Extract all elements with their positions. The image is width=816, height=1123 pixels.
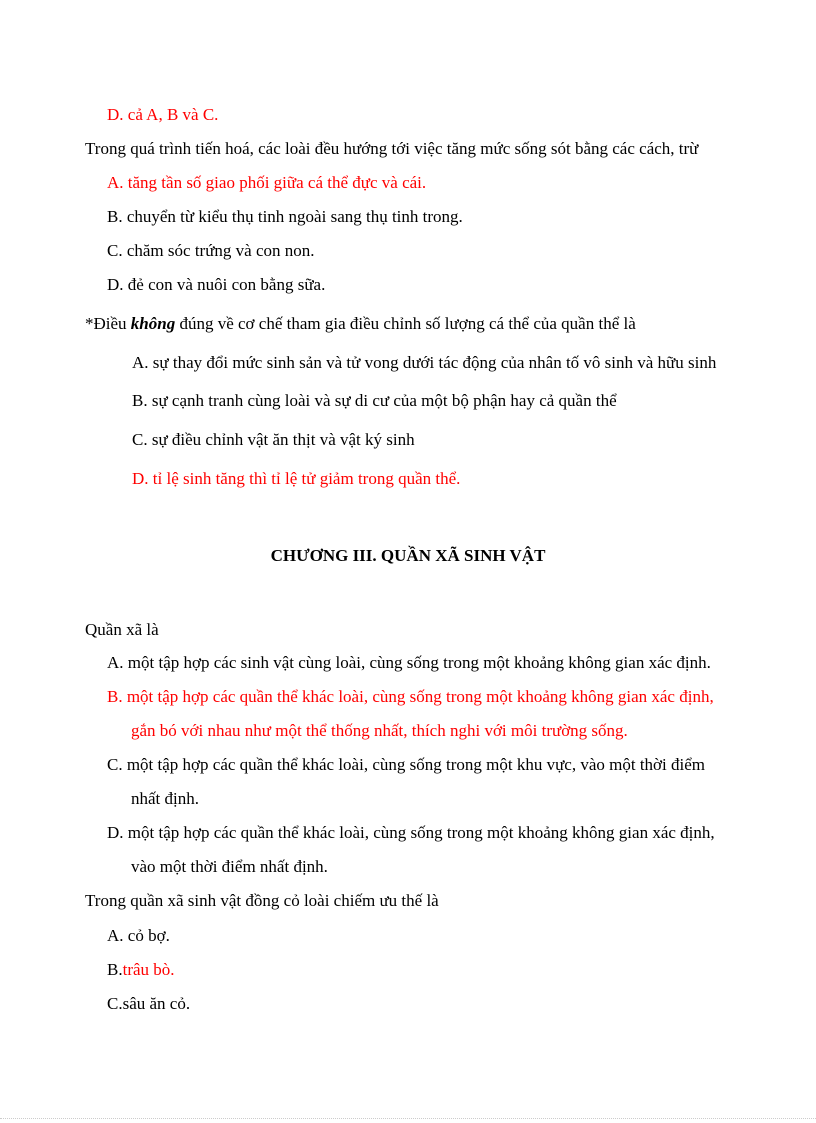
q4-option-a-letter: A. [107, 926, 124, 945]
q2-question-suffix: đúng về cơ chế tham gia điều chỉnh số lượng cá thể của quần thể là [175, 314, 636, 333]
page-bottom-border [0, 1118, 816, 1119]
q4-option-a [107, 925, 170, 947]
q2-question-prefix: *Điều [85, 314, 131, 333]
q1-question: Trong quá trình tiến hoá, các loài đều hướng tới việc tăng mức sống sót bằng các cách, trừ [85, 139, 699, 158]
q3-option-d-cont: vào một thời điểm nhất định. [131, 857, 328, 876]
q3-option-c-cont: nhất định. [131, 789, 199, 808]
chapter-title: CHƯƠNG III. QUẦN XÃ SINH VẬT [270, 546, 546, 565]
q1-option-d: D. đẻ con và nuôi con bằng sữa. [107, 275, 326, 294]
q4-question: Trong quần xã sinh vật đồng cỏ loài chiếm ưu thế là [85, 891, 439, 910]
q2-option-b: B. sự cạnh tranh cùng loài và sự di cư của một bộ phận hay cả quần thể [132, 391, 617, 410]
q1-option-c: C. chăm sóc trứng và con non. [107, 241, 315, 260]
q4-option-c-text: sâu ăn cỏ. [122, 994, 191, 1013]
q4-option-b [107, 959, 175, 981]
q2-question [85, 313, 636, 335]
q3-option-a: A. một tập hợp các sinh vật cùng loài, cùng sống trong một khoảng không gian xác định. [107, 653, 711, 672]
q1-option-b: B. chuyển từ kiểu thụ tinh ngoài sang thụ tinh trong. [107, 207, 463, 226]
q2-option-a: A. sự thay đổi mức sinh sản và tử vong dưới tác động của nhân tố vô sinh và hữu sinh [132, 353, 717, 372]
q-prev-option-d: D. cả A, B và C. [107, 105, 219, 124]
q1-option-a: A. tăng tần số giao phối giữa cá thể đực và cái. [107, 173, 427, 192]
q3-question: Quần xã là [85, 620, 159, 639]
q3-option-c: C. một tập hợp các quần thể khác loài, cùng sống trong một khu vực, vào một thời điểm [107, 755, 705, 774]
q2-option-d: D. tỉ lệ sinh tăng thì tỉ lệ tử giảm trong quần thể. [132, 469, 461, 488]
q2-option-c: C. sự điều chỉnh vật ăn thịt và vật ký sinh [132, 430, 415, 449]
q4-option-a-text: cỏ bợ. [127, 926, 170, 945]
q3-option-b-cont: gắn bó với nhau như một thể thống nhất, thích nghi với môi trường sống. [131, 721, 628, 740]
q4-option-b-text: trâu bò. [122, 960, 175, 979]
q4-option-c [107, 993, 190, 1015]
q3-option-b: B. một tập hợp các quần thể khác loài, cùng sống trong một khoảng không gian xác định, [107, 687, 714, 706]
q2-question-emphasis: không [130, 314, 176, 333]
q3-option-d: D. một tập hợp các quần thể khác loài, cùng sống trong một khoảng không gian xác định, [107, 823, 715, 842]
q4-option-c-letter: C. [107, 994, 123, 1013]
q4-option-b-letter: B. [107, 960, 123, 979]
